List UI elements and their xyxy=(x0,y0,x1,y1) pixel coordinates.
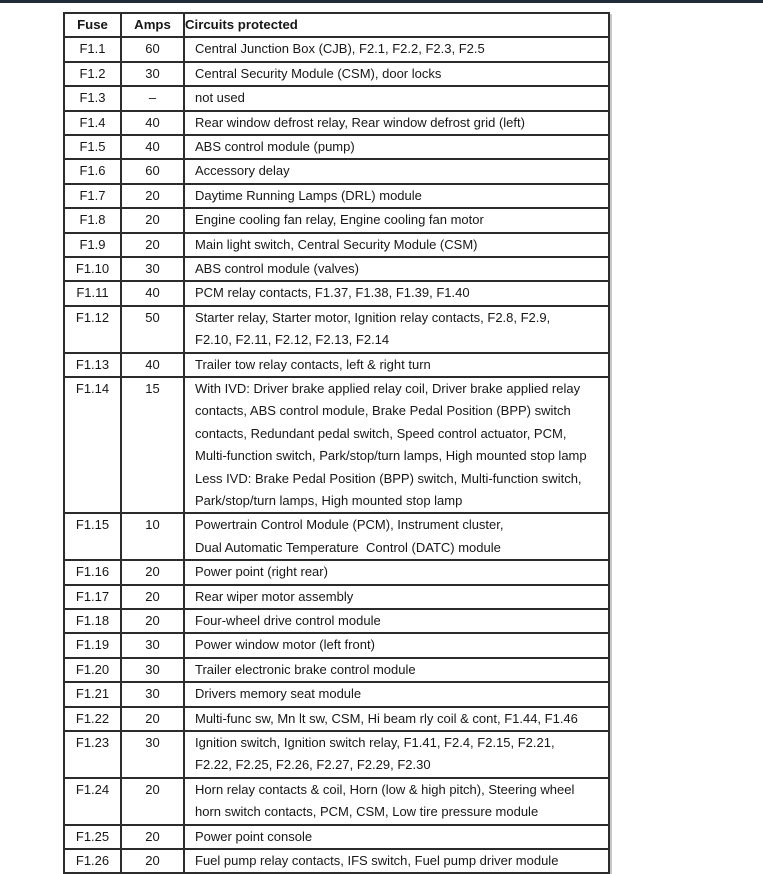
fuse-cell: F1.23 xyxy=(64,731,121,778)
amps-cell: 20 xyxy=(121,233,184,257)
circuits-cell xyxy=(184,513,609,560)
fuse-cell: F1.16 xyxy=(64,560,121,584)
table-row xyxy=(64,208,609,232)
circuits-line: Power window motor (left front) xyxy=(195,637,375,653)
amps-cell: 30 xyxy=(121,682,184,706)
amps-cell: 20 xyxy=(121,849,184,873)
circuits-line: Rear wiper motor assembly xyxy=(195,588,354,604)
table-row xyxy=(64,377,609,513)
circuits-line: Park/stop/turn lamps, High mounted stop lamp xyxy=(195,493,463,509)
fuse-cell: F1.25 xyxy=(64,825,121,849)
circuits-cell xyxy=(184,86,609,110)
fuse-cell: F1.1 xyxy=(64,37,121,61)
fuse-cell: F1.19 xyxy=(64,633,121,657)
fuse-cell: F1.18 xyxy=(64,609,121,633)
amps-cell: 20 xyxy=(121,208,184,232)
table-row xyxy=(64,658,609,682)
circuits-cell xyxy=(184,707,609,731)
circuits-line: not used xyxy=(195,90,245,106)
amps-cell: 30 xyxy=(121,658,184,682)
fuse-cell: F1.22 xyxy=(64,707,121,731)
circuits-cell xyxy=(184,111,609,135)
circuits-line: F2.10, F2.11, F2.12, F2.13, F2.14 xyxy=(195,332,390,348)
circuits-cell xyxy=(184,778,609,825)
table-row xyxy=(64,778,609,825)
table-row xyxy=(64,111,609,135)
fuse-cell: F1.5 xyxy=(64,135,121,159)
amps-cell: 40 xyxy=(121,281,184,305)
amps-cell: 20 xyxy=(121,585,184,609)
fuse-cell: F1.8 xyxy=(64,208,121,232)
circuits-line: ABS control module (pump) xyxy=(195,139,355,155)
circuits-cell xyxy=(184,731,609,778)
fuse-table xyxy=(63,12,610,874)
table-row xyxy=(64,257,609,281)
circuits-line: Main light switch, Central Security Module (CSM) xyxy=(195,236,478,252)
table-row xyxy=(64,159,609,183)
table-row xyxy=(64,825,609,849)
circuits-line: Starter relay, Starter motor, Ignition relay contacts, F2.8, F2.9, xyxy=(195,309,551,325)
amps-cell: 20 xyxy=(121,707,184,731)
circuits-line: Power point (right rear) xyxy=(195,564,328,580)
circuits-line: Trailer tow relay contacts, left & right turn xyxy=(195,356,431,372)
top-rule xyxy=(0,0,763,3)
table-row xyxy=(64,37,609,61)
amps-cell: 30 xyxy=(121,633,184,657)
amps-cell: 40 xyxy=(121,135,184,159)
amps-cell: 20 xyxy=(121,184,184,208)
amps-cell: 10 xyxy=(121,513,184,560)
fuse-cell: F1.3 xyxy=(64,86,121,110)
circuits-line: Four-wheel drive control module xyxy=(195,613,381,628)
table-row xyxy=(64,135,609,159)
table-row xyxy=(64,633,609,657)
fuse-cell: F1.20 xyxy=(64,658,121,682)
fuse-cell: F1.15 xyxy=(64,513,121,560)
table-header-row xyxy=(64,13,609,37)
amps-cell: 30 xyxy=(121,257,184,281)
fuse-cell: F1.12 xyxy=(64,306,121,353)
circuits-cell xyxy=(184,62,609,86)
amps-cell: – xyxy=(121,86,184,110)
amps-cell: 40 xyxy=(121,111,184,135)
amps-cell: 40 xyxy=(121,353,184,377)
circuits-cell xyxy=(184,233,609,257)
circuits-line: Fuel pump relay contacts, IFS switch, Fuel pump driver module xyxy=(195,853,559,868)
amps-cell: 60 xyxy=(121,159,184,183)
circuits-line: PCM relay contacts, F1.37, F1.38, F1.39, F1.40 xyxy=(195,285,470,301)
circuits-cell xyxy=(184,633,609,657)
circuits-line: Trailer electronic brake control module xyxy=(195,661,416,677)
amps-cell: 50 xyxy=(121,306,184,353)
fuse-cell: F1.14 xyxy=(64,377,121,513)
table-row xyxy=(64,585,609,609)
header-amps: Amps xyxy=(121,13,184,37)
circuits-cell xyxy=(184,849,609,873)
circuits-line: Accessory delay xyxy=(195,163,290,179)
circuits-cell xyxy=(184,353,609,377)
circuits-line: Daytime Running Lamps (DRL) module xyxy=(195,187,422,203)
circuits-line: Ignition switch, Ignition switch relay, F1.41, F2.4, F2.15, F2.21, xyxy=(195,735,555,751)
circuits-line: Central Junction Box (CJB), F2.1, F2.2, F2.3, F2.5 xyxy=(195,41,485,57)
circuits-cell xyxy=(184,658,609,682)
table-row xyxy=(64,281,609,305)
circuits-line: Multi-function switch, Park/stop/turn lamps, High mounted stop lamp xyxy=(195,448,587,464)
fuse-cell: F1.10 xyxy=(64,257,121,281)
fuse-cell: F1.2 xyxy=(64,62,121,86)
amps-cell: 30 xyxy=(121,62,184,86)
fuse-cell: F1.9 xyxy=(64,233,121,257)
amps-cell: 15 xyxy=(121,377,184,513)
table-row xyxy=(64,86,609,110)
circuits-cell xyxy=(184,159,609,183)
amps-cell: 60 xyxy=(121,37,184,61)
circuits-cell xyxy=(184,609,609,633)
amps-cell: 20 xyxy=(121,560,184,584)
fuse-cell: F1.6 xyxy=(64,159,121,183)
fuse-cell: F1.11 xyxy=(64,281,121,305)
table-row xyxy=(64,682,609,706)
circuits-cell xyxy=(184,585,609,609)
table-row xyxy=(64,707,609,731)
circuits-cell xyxy=(184,377,609,513)
circuits-line: F2.22, F2.25, F2.26, F2.27, F2.29, F2.30 xyxy=(195,757,431,773)
circuits-line: Central Security Module (CSM), door locks xyxy=(195,65,442,81)
fuse-cell: F1.7 xyxy=(64,184,121,208)
header-circuits: Circuits protected xyxy=(184,13,609,37)
circuits-line: ABS control module (valves) xyxy=(195,261,360,277)
amps-cell: 20 xyxy=(121,778,184,825)
circuits-line: Multi-func sw, Mn lt sw, CSM, Hi beam rly coil & cont, F1.44, F1.46 xyxy=(195,710,578,726)
circuits-cell xyxy=(184,184,609,208)
circuits-line: Power point console xyxy=(195,828,313,844)
fuse-cell: F1.4 xyxy=(64,111,121,135)
fuse-cell: F1.13 xyxy=(64,353,121,377)
circuits-cell xyxy=(184,257,609,281)
circuits-line: Horn relay contacts & coil, Horn (low & high pitch), Steering wheel xyxy=(195,781,575,797)
amps-cell: 30 xyxy=(121,731,184,778)
circuits-line: contacts, ABS control module, Brake Pedal Position (BPP) switch xyxy=(195,403,571,419)
table-row xyxy=(64,233,609,257)
table-row xyxy=(64,184,609,208)
circuits-cell xyxy=(184,306,609,353)
circuits-cell xyxy=(184,825,609,849)
header-fuse: Fuse xyxy=(64,13,121,37)
circuits-cell xyxy=(184,37,609,61)
amps-cell: 20 xyxy=(121,609,184,633)
circuits-cell xyxy=(184,560,609,584)
circuits-line: Rear window defrost relay, Rear window defrost grid (left) xyxy=(195,114,525,130)
table-row xyxy=(64,731,609,778)
fuse-cell: F1.17 xyxy=(64,585,121,609)
fuse-cell: F1.26 xyxy=(64,849,121,873)
fuse-cell: F1.24 xyxy=(64,778,121,825)
table-row xyxy=(64,849,609,873)
fuse-table-body xyxy=(64,37,609,873)
circuits-cell xyxy=(184,682,609,706)
circuits-line: Less IVD: Brake Pedal Position (BPP) switch, Multi-function switch, xyxy=(195,470,582,486)
circuits-line: contacts, Redundant pedal switch, Speed control actuator, PCM, xyxy=(195,425,567,441)
fuse-cell: F1.21 xyxy=(64,682,121,706)
table-row xyxy=(64,62,609,86)
circuits-line: horn switch contacts, PCM, CSM, Low tire pressure module xyxy=(195,804,539,820)
circuits-line: Drivers memory seat module xyxy=(195,686,362,702)
table-row xyxy=(64,306,609,353)
circuits-line: Engine cooling fan relay, Engine cooling fan motor xyxy=(195,212,484,228)
circuits-line: With IVD: Driver brake applied relay coil, Driver brake applied relay xyxy=(195,381,581,397)
amps-cell: 20 xyxy=(121,825,184,849)
table-row xyxy=(64,513,609,560)
circuits-cell xyxy=(184,208,609,232)
table-row xyxy=(64,609,609,633)
circuits-line: Dual Automatic Temperature Control (DATC) module xyxy=(195,539,501,555)
circuits-cell xyxy=(184,281,609,305)
circuits-cell xyxy=(184,135,609,159)
table-row xyxy=(64,560,609,584)
circuits-line: Powertrain Control Module (PCM), Instrument cluster, xyxy=(195,517,504,533)
table-row xyxy=(64,353,609,377)
